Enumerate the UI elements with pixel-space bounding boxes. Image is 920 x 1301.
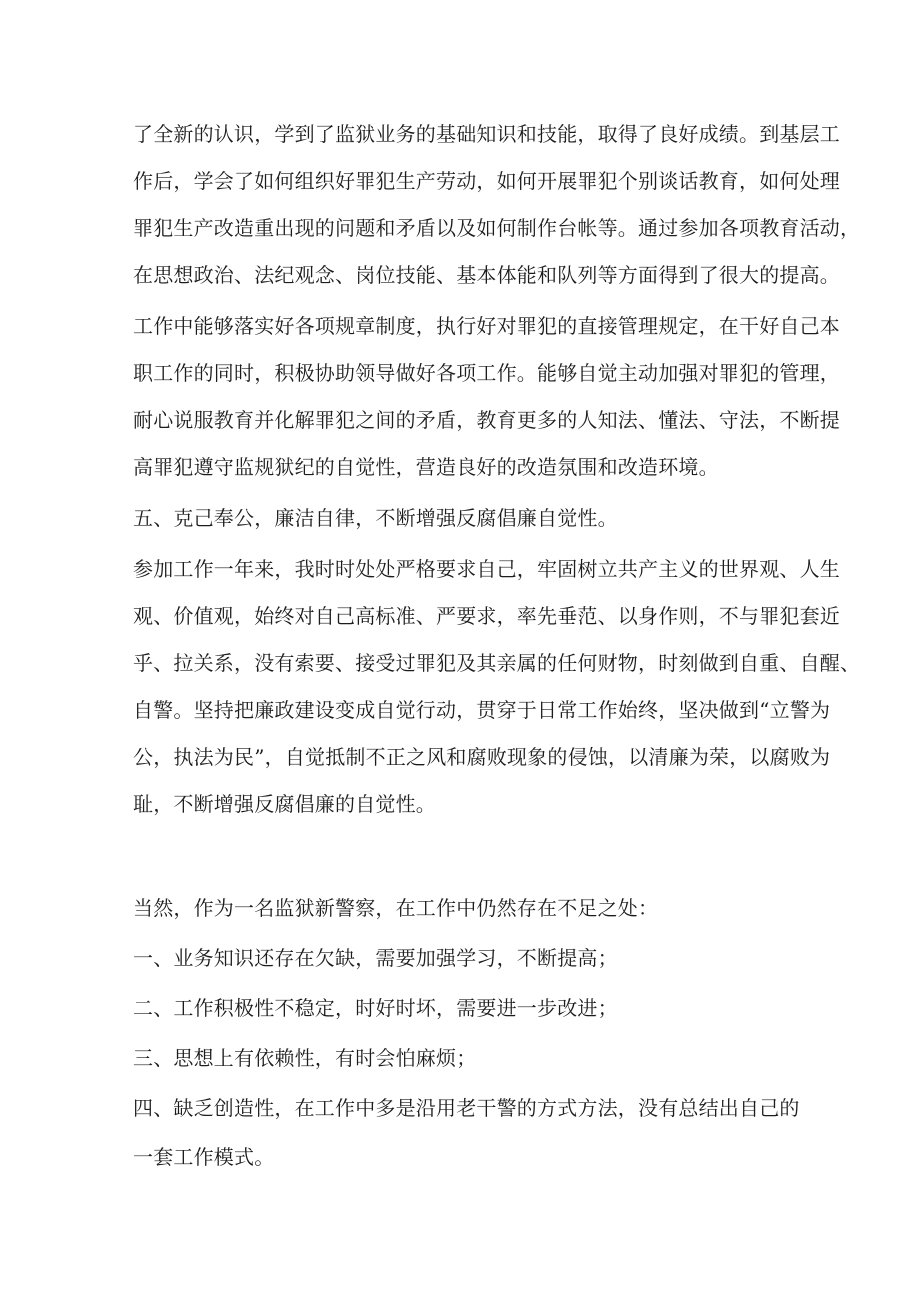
- section-heading: 五、克己奉公，廉洁自律，不断增强反腐倡廉自觉性。: [133, 506, 618, 530]
- paragraph-line: 耐心说服教育并化解罪犯之间的矛盾，教育更多的人知法、懂法、守法，不断提: [133, 408, 840, 432]
- paragraph-line: 乎、拉关系，没有索要、接受过罪犯及其亲属的任何财物，时刻做到自重、自醒、: [133, 651, 861, 675]
- paragraph-line: 公，执法为民”，自觉抵制不正之风和腐败现象的侵蚀，以清廉为荣，以腐败为: [133, 745, 831, 769]
- shortcoming-item: 二、工作积极性不稳定，时好时坏，需要进一步改进；: [133, 996, 618, 1020]
- paragraph-line: 工作中能够落实好各项规章制度，执行好对罪犯的直接管理规定，在干好自己本: [133, 314, 840, 338]
- paragraph-line: 参加工作一年来，我时时处处严格要求自己，牢固树立共产主义的世界观、人生: [133, 557, 840, 581]
- paragraph-line: 高罪犯遵守监规狱纪的自觉性，营造良好的改造氛围和改造环境。: [133, 455, 719, 479]
- shortcoming-item: 一、业务知识还存在欠缺，需要加强学习，不断提高；: [133, 946, 618, 970]
- shortcoming-item: 三、思想上有依赖性，有时会怕麻烦；: [133, 1046, 477, 1070]
- paragraph-line: 罪犯生产改造重出现的问题和矛盾以及如何制作台帐等。通过参加各项教育活动，: [133, 216, 861, 240]
- paragraph-line: 自警。坚持把廉政建设变成自觉行动，贯穿于日常工作始终，坚决做到“立警为: [133, 698, 831, 722]
- shortcomings-intro: 当然，作为一名监狱新警察，在工作中仍然存在不足之处：: [133, 896, 659, 920]
- shortcoming-item: 一套工作模式。: [133, 1145, 275, 1169]
- paragraph-line: 职工作的同时，积极协助领导做好各项工作。能够自觉主动加强对罪犯的管理，: [133, 361, 840, 385]
- paragraph-line: 在思想政治、法纪观念、岗位技能、基本体能和队列等方面得到了很大的提高。: [133, 263, 840, 287]
- paragraph-line: 作后，学会了如何组织好罪犯生产劳动，如何开展罪犯个别谈话教育，如何处理: [133, 169, 840, 193]
- paragraph-line: 耻，不断增强反腐倡廉的自觉性。: [133, 792, 436, 816]
- shortcoming-item: 四、缺乏创造性，在工作中多是沿用老干警的方式方法，没有总结出自己的: [133, 1096, 800, 1120]
- paragraph-line: 观、价值观，始终对自己高标准、严要求，率先垂范、以身作则，不与罪犯套近: [133, 604, 840, 628]
- paragraph-line: 了全新的认识，学到了监狱业务的基础知识和技能，取得了良好成绩。到基层工: [133, 122, 840, 146]
